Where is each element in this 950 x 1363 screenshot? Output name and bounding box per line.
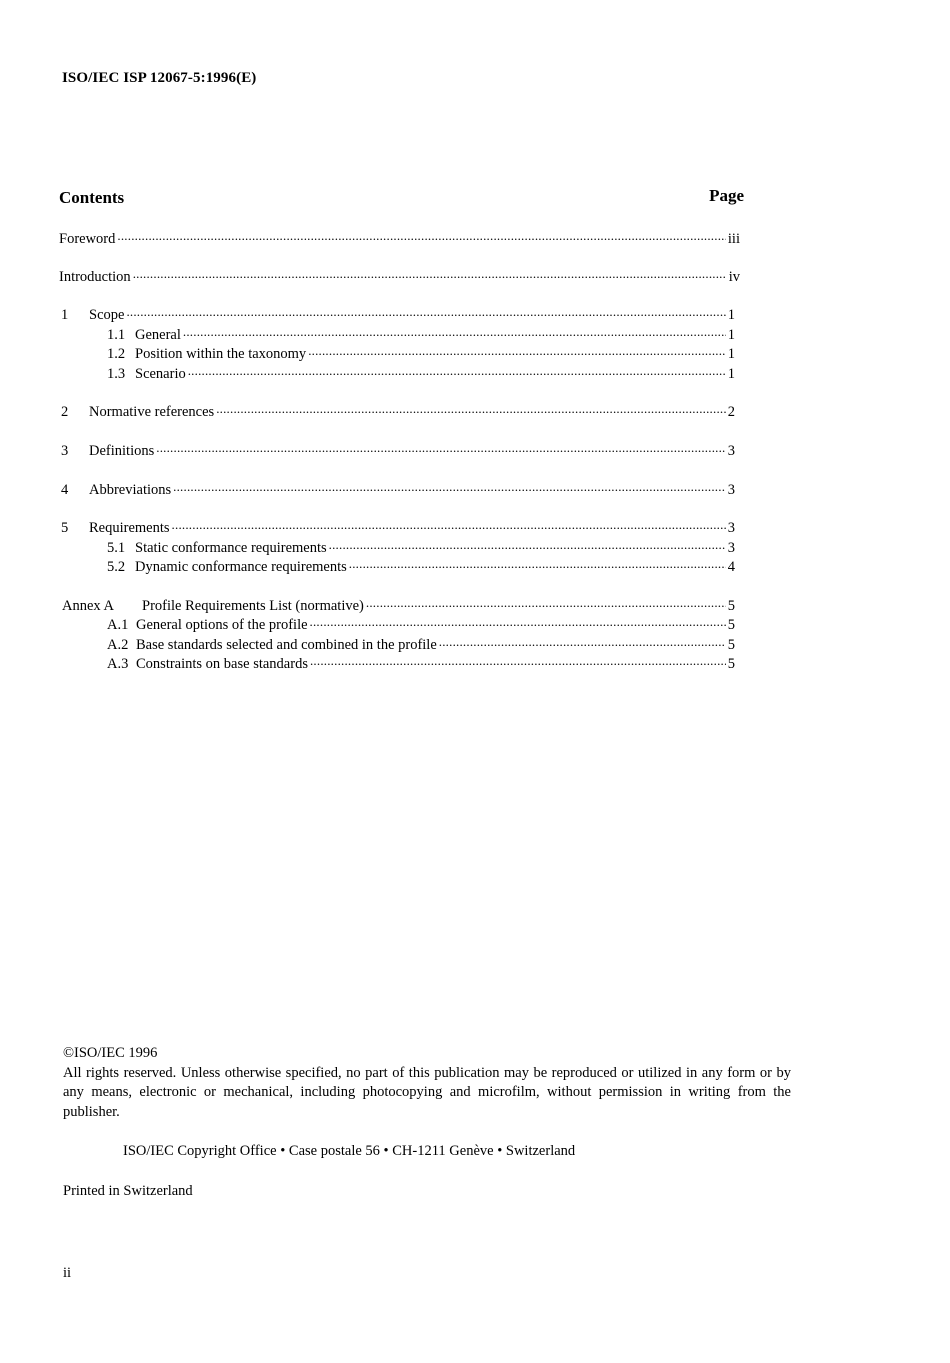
toc-entry-number: A.1 (107, 617, 129, 633)
page-column-heading: Page (709, 186, 744, 205)
toc-entry-normative-references[interactable] (61, 402, 735, 421)
toc-leader-dots (117, 229, 726, 243)
toc-entry-page: 3 (727, 540, 735, 556)
document-id: ISO/IEC ISP 12067-5:1996(E) (62, 70, 257, 86)
toc-entry-title: Abbreviations (89, 482, 172, 498)
toc-entry-dynamic-conformance[interactable] (107, 557, 735, 576)
toc-entry-page: 1 (727, 366, 735, 382)
toc-entry-foreword[interactable] (59, 229, 740, 248)
toc-entry-number: 5.1 (107, 540, 126, 556)
toc-entry-page: 5 (727, 637, 735, 653)
copyright-office-address: ISO/IEC Copyright Office • Case postale 56 • CH-1211 Genève • Switzerland (123, 1143, 576, 1159)
toc-entry-abbreviations[interactable] (61, 480, 735, 499)
contents-heading: Contents (59, 188, 125, 207)
toc-leader-dots (439, 635, 726, 649)
toc-entry-page: 5 (727, 656, 735, 672)
toc-leader-dots (173, 480, 726, 494)
rights-statement: All rights reserved. Unless otherwise specified, no part of this publication may be reproduced or utilized in any form or by any means, electronic or mechanical, including photocopying and microfilm, without permission in writing from the publisher. (63, 1064, 791, 1120)
toc-entry-page: 3 (727, 482, 735, 498)
toc-entry-constraints[interactable] (107, 654, 735, 673)
toc-entry-general-options[interactable] (107, 615, 735, 634)
toc-entry-number: 2 (61, 404, 69, 420)
toc-entry-page: iii (727, 231, 740, 247)
toc-entry-title: Introduction (59, 269, 131, 285)
toc-entry-number: 1.1 (107, 327, 126, 343)
toc-entry-title: Requirements (89, 520, 170, 536)
toc-entry-title: General options of the profile (136, 617, 308, 633)
toc-entry-static-conformance[interactable] (107, 538, 735, 557)
toc-entry-position[interactable] (107, 344, 735, 363)
toc-entry-number: 3 (61, 443, 69, 459)
toc-leader-dots (133, 267, 727, 281)
toc-entry-title: General (135, 327, 181, 343)
toc-entry-page: 5 (727, 598, 735, 614)
toc-entry-title: Static conformance requirements (135, 540, 327, 556)
toc-entry-number: 4 (61, 482, 69, 498)
toc-leader-dots (126, 305, 725, 319)
toc-entry-number: 1 (61, 307, 69, 323)
toc-entry-number: 1.3 (107, 366, 126, 382)
toc-entry-scenario[interactable] (107, 364, 735, 383)
toc-entry-general[interactable] (107, 325, 735, 344)
toc-entry-page: 1 (727, 307, 735, 323)
toc-leader-dots (216, 402, 726, 416)
toc-entry-definitions[interactable] (61, 441, 735, 460)
copyright-notice: ©ISO/IEC 1996 (63, 1045, 158, 1061)
toc-entry-title: Scope (89, 307, 125, 323)
toc-entry-page: 1 (727, 346, 735, 362)
toc-leader-dots (188, 364, 726, 378)
toc-entry-title: Foreword (59, 231, 116, 247)
toc-entry-number: 5 (61, 520, 69, 536)
toc-entry-page: 2 (727, 404, 735, 420)
toc-leader-dots (366, 596, 726, 610)
toc-entry-page: 1 (727, 327, 735, 343)
toc-entry-number: Annex A (62, 598, 114, 614)
toc-entry-title: Profile Requirements List (normative) (142, 598, 364, 614)
toc-entry-title: Normative references (89, 404, 215, 420)
toc-entry-page: 5 (727, 617, 735, 633)
printed-location: Printed in Switzerland (63, 1183, 193, 1199)
toc-entry-number: 5.2 (107, 559, 126, 575)
toc-entry-page: 3 (727, 443, 735, 459)
toc-entry-scope[interactable] (61, 305, 735, 324)
toc-entry-introduction[interactable] (59, 267, 740, 286)
toc-entry-title: Dynamic conformance requirements (135, 559, 347, 575)
toc-entry-page: 3 (727, 520, 735, 536)
toc-entry-title: Constraints on base standards (136, 656, 308, 672)
toc-entry-page: iv (728, 269, 740, 285)
toc-leader-dots (310, 615, 726, 629)
toc-entry-page: 4 (727, 559, 735, 575)
toc-entry-title: Position within the taxonomy (135, 346, 307, 362)
toc-leader-dots (308, 344, 726, 358)
toc-leader-dots (329, 538, 726, 552)
toc-leader-dots (349, 557, 726, 571)
toc-leader-dots (172, 518, 726, 532)
page-number: ii (63, 1265, 72, 1281)
toc-leader-dots (183, 325, 726, 339)
toc-leader-dots (310, 654, 726, 668)
toc-entry-title: Scenario (135, 366, 186, 382)
toc-entry-title: Base standards selected and combined in the profile (136, 637, 437, 653)
toc-entry-title: Definitions (89, 443, 155, 459)
toc-leader-dots (156, 441, 726, 455)
toc-entry-base-standards[interactable] (107, 635, 735, 654)
toc-entry-number: 1.2 (107, 346, 126, 362)
copyright-block (63, 1044, 791, 1122)
toc-entry-number: A.2 (107, 637, 129, 653)
toc-entry-annex-a[interactable] (62, 596, 735, 615)
toc-entry-number: A.3 (107, 656, 129, 672)
toc-entry-requirements[interactable] (61, 518, 735, 537)
